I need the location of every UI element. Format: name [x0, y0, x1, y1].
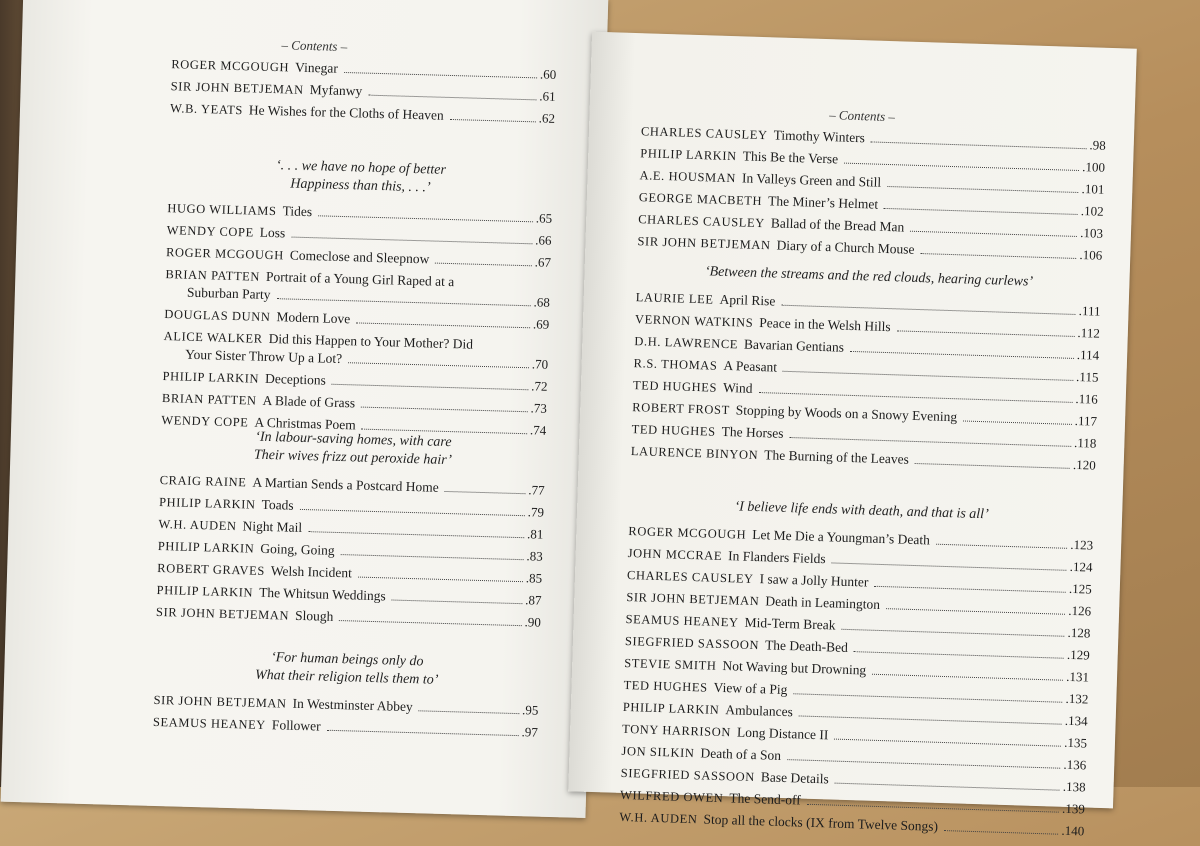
entry-page-number: .85 — [525, 570, 543, 586]
entry-title: Did this Happen to Your Mother? Did — [268, 330, 474, 352]
entry-page-number: .134 — [1064, 712, 1088, 729]
entry-page-number: .131 — [1066, 668, 1090, 685]
contents-entry — [170, 100, 555, 127]
entry-author: SIEGFRIED SASSOON — [620, 765, 756, 785]
section-epigraph: ‘I believe life ends with death, and that is all’ — [734, 499, 989, 523]
entry-author: PHILIP LARKIN — [162, 369, 260, 386]
dot-leader — [332, 384, 528, 390]
section-epigraph: ‘For human beings only do What their religion tells them to’ — [254, 650, 439, 688]
entry-author: W.B. YEATS — [169, 101, 244, 118]
entry-page-number: .126 — [1068, 602, 1092, 619]
entry-page-number: .77 — [528, 482, 545, 498]
entry-title: Night Mail — [242, 518, 303, 535]
entry-author: TONY HARRISON — [621, 721, 732, 740]
entry-page-number: .128 — [1067, 624, 1091, 641]
dot-leader — [392, 600, 522, 605]
entry-page-number: .100 — [1082, 159, 1106, 175]
entry-author: ALICE WALKER — [163, 329, 263, 346]
dot-leader — [841, 629, 1064, 637]
entry-author: WENDY COPE — [166, 223, 254, 240]
entry-title: The Horses — [721, 423, 784, 441]
dot-leader — [787, 759, 1061, 769]
entry-author: BRIAN PATTEN — [165, 267, 261, 284]
entry-title: Stopping by Woods on a Snowy Evening — [735, 402, 958, 425]
entry-title: I saw a Jolly Hunter — [759, 571, 869, 590]
entry-page-number: .67 — [534, 254, 552, 270]
dot-leader — [327, 730, 519, 736]
entry-list — [170, 56, 557, 127]
entry-title: In Flanders Fields — [727, 548, 826, 567]
entry-title: A Christmas Poem — [254, 414, 356, 433]
entry-title: Portrait of a Young Girl Raped at a — [265, 268, 455, 290]
entry-page-number: .103 — [1080, 225, 1104, 241]
dot-leader — [450, 119, 536, 122]
dot-leader — [368, 95, 536, 101]
entry-author: SEAMUS HEANEY — [152, 714, 267, 733]
dot-leader — [844, 163, 1079, 171]
entry-author: SIR JOHN BETJEMAN — [626, 589, 760, 609]
entry-title: In Valleys Green and Still — [741, 170, 882, 190]
entry-author: CRAIG RAINE — [159, 472, 247, 490]
entry-author: SIEGFRIED SASSOON — [624, 633, 760, 653]
entry-title: Wind — [722, 379, 753, 396]
entry-page-number: .132 — [1065, 690, 1089, 707]
entry-author: LAURIE LEE — [635, 290, 714, 307]
entry-author: SEAMUS HEANEY — [625, 611, 739, 630]
dot-leader — [886, 608, 1065, 615]
section-epigraph: ‘In labour-saving homes, with care Their wives frizz out peroxide hair’ — [253, 429, 453, 469]
entry-page-number: .117 — [1074, 412, 1098, 429]
entry-author: SIR JOHN BETJEMAN — [637, 234, 771, 253]
dot-leader — [944, 830, 1058, 835]
entry-author: R.S. THOMAS — [633, 356, 718, 373]
entry-title: In Westminster Abbey — [292, 695, 413, 715]
entry-author: DOUGLAS DUNN — [164, 307, 271, 325]
dot-leader — [339, 620, 521, 626]
entry-title: The Death-Bed — [764, 637, 849, 655]
entry-page-number: .79 — [527, 504, 545, 520]
contents-section — [630, 261, 1101, 480]
entry-page-number: .61 — [539, 88, 556, 104]
entry-author: ROGER MCGOUGH — [165, 245, 285, 263]
entry-page-number: .136 — [1063, 756, 1087, 773]
entry-title: Diary of a Church Mouse — [776, 237, 915, 257]
entry-page-number: .114 — [1076, 347, 1100, 363]
entry-list — [619, 523, 1093, 839]
entry-title: He Wishes for the Cloths of Heaven — [248, 102, 444, 123]
dot-leader — [419, 710, 519, 714]
entry-page-number: .106 — [1079, 247, 1103, 263]
dot-leader — [358, 577, 523, 583]
dot-leader — [348, 362, 529, 368]
entry-author: A.E. HOUSMAN — [639, 168, 737, 186]
entry-title: Long Distance II — [736, 724, 829, 743]
entry-page-number: .111 — [1078, 303, 1101, 319]
entry-page-number: .81 — [526, 526, 544, 542]
entry-author: JOHN MCCRAE — [627, 546, 723, 563]
entry-page-number: .74 — [529, 422, 547, 438]
entry-author: HUGO WILLIAMS — [167, 201, 277, 219]
entry-author: ROGER MCGOUGH — [628, 524, 747, 542]
entry-page-number: .90 — [524, 614, 542, 630]
entry-page-number: .62 — [538, 110, 556, 126]
entry-list — [631, 289, 1101, 474]
dot-leader — [276, 298, 530, 306]
contents-section — [619, 495, 1094, 845]
entry-page-number: .101 — [1081, 181, 1105, 197]
contents-section — [637, 123, 1106, 270]
entry-author: CHARLES CAUSLEY — [637, 212, 766, 231]
dot-leader — [789, 437, 1071, 447]
dot-leader — [887, 186, 1078, 193]
entry-page-number: .135 — [1063, 734, 1088, 751]
entry-author: JON SILKIN — [621, 743, 695, 761]
dot-leader — [834, 739, 1061, 747]
dot-leader — [850, 351, 1074, 359]
entry-author: ROBERT FROST — [632, 400, 731, 418]
dot-leader — [783, 371, 1073, 381]
entry-title: Tides — [282, 203, 313, 220]
entry-title: Welsh Incident — [270, 563, 353, 581]
entry-title: The Burning of the Leaves — [764, 447, 910, 467]
contents-section — [161, 154, 554, 445]
entry-author: CHARLES CAUSLEY — [626, 567, 754, 586]
entry-page-number: .118 — [1073, 434, 1097, 451]
entry-title: The Miner’s Helmet — [767, 193, 879, 212]
dot-leader — [435, 263, 531, 267]
entry-page-number: .116 — [1075, 390, 1099, 407]
entry-page-number: .129 — [1066, 646, 1090, 663]
entry-title: Ballad of the Bread Man — [770, 215, 905, 235]
entry-page-number: .95 — [521, 702, 539, 718]
entry-page-number: .66 — [535, 232, 552, 248]
entry-author: SIR JOHN BETJEMAN — [155, 604, 290, 623]
entry-author: PHILIP LARKIN — [158, 494, 256, 512]
dot-leader — [308, 531, 524, 538]
dot-leader — [799, 715, 1062, 724]
entry-author: TED HUGHES — [632, 378, 718, 395]
dot-leader — [291, 237, 532, 245]
dot-leader — [871, 141, 1087, 149]
entry-page-number: .98 — [1089, 137, 1106, 153]
entry-author: W.H. AUDEN — [158, 516, 237, 534]
entry-title: Myfanwy — [309, 82, 363, 99]
entry-list — [153, 692, 539, 741]
running-head: – Contents – — [281, 37, 348, 55]
entry-author: CHARLES CAUSLEY — [640, 124, 768, 143]
contents-section — [170, 56, 557, 133]
entry-author: STEVIE SMITH — [624, 655, 717, 673]
entry-page-number: .97 — [521, 724, 539, 740]
dot-leader — [874, 586, 1066, 593]
entry-author: PHILIP LARKIN — [156, 582, 254, 600]
entry-page-number: .87 — [525, 592, 542, 608]
entry-author: SIR JOHN BETJEMAN — [170, 79, 304, 97]
dot-leader — [758, 392, 1072, 403]
dot-leader — [318, 215, 533, 222]
entry-title: The Whitsun Weddings — [258, 584, 387, 604]
entry-page-number: .138 — [1062, 778, 1086, 795]
entry-title: Going, Going — [260, 540, 335, 558]
entry-page-number: .140 — [1061, 822, 1085, 839]
entry-title: The Send-off — [729, 790, 802, 808]
dot-leader — [300, 509, 525, 516]
dot-leader — [445, 491, 526, 494]
dot-leader — [854, 651, 1064, 659]
entry-title: Modern Love — [276, 309, 351, 327]
entry-title: Deceptions — [264, 370, 327, 388]
entry-author: LAURENCE BINYON — [630, 444, 759, 463]
entry-title: View of a Pig — [713, 679, 788, 698]
entry-author: PHILIP LARKIN — [157, 538, 255, 556]
dot-leader — [963, 420, 1072, 424]
entry-title: A Peasant — [723, 357, 778, 375]
entry-author: BRIAN PATTEN — [161, 391, 257, 408]
contents-entry — [153, 714, 538, 741]
dot-leader — [872, 674, 1063, 681]
dot-leader — [831, 562, 1066, 570]
entry-page-number: .115 — [1075, 369, 1099, 385]
dot-leader — [793, 693, 1062, 702]
contents-section — [153, 646, 540, 747]
entry-page-number: .123 — [1070, 536, 1094, 553]
dot-leader — [915, 463, 1070, 469]
entry-title: Peace in the Welsh Hills — [759, 315, 891, 335]
dot-leader — [884, 208, 1078, 215]
entry-list — [161, 200, 552, 439]
entry-page-number: .139 — [1061, 800, 1086, 817]
entry-title: Stop all the clocks (IX from Twelve Songs) — [703, 811, 939, 834]
dot-leader — [341, 554, 524, 560]
entry-author: ROGER MCGOUGH — [171, 57, 290, 75]
section-epigraph: ‘. . . we have no hope of better Happiness than this, . . .’ — [275, 158, 447, 196]
dot-leader — [910, 231, 1077, 237]
entry-page-number: .60 — [539, 66, 557, 82]
dot-leader — [781, 305, 1075, 315]
entry-title: Let Me Die a Youngman’s Death — [752, 526, 931, 548]
entry-author: SIR JOHN BETJEMAN — [153, 692, 287, 711]
entry-page-number: .69 — [532, 316, 550, 332]
section-epigraph: ‘Between the streams and the red clouds, hearing curlews’ — [704, 264, 1034, 290]
dot-leader — [896, 330, 1074, 337]
entry-author: PHILIP LARKIN — [640, 146, 738, 164]
entry-author: GEORGE MACBETH — [638, 190, 763, 209]
entry-page-number: .120 — [1072, 456, 1096, 473]
entry-title: A Martian Sends a Postcard Home — [252, 474, 439, 495]
contents-section — [156, 426, 546, 637]
entry-title: Base Details — [760, 769, 829, 787]
running-head: – Contents – — [828, 107, 896, 125]
entry-page-number: .125 — [1068, 580, 1093, 597]
left-page — [1, 0, 609, 818]
entry-page-number: .73 — [530, 400, 548, 416]
entry-title: This Be the Verse — [742, 148, 839, 167]
entry-author: WILFRED OWEN — [619, 787, 724, 806]
right-page — [568, 32, 1137, 839]
entry-title: Timothy Winters — [773, 127, 866, 146]
entry-title: Comeclose and Sleepnow — [289, 247, 430, 267]
contents-entry — [156, 604, 541, 631]
dot-leader — [361, 407, 527, 413]
entry-page-number: .83 — [526, 548, 543, 564]
entry-title: Not Waving but Drowning — [722, 658, 867, 678]
entry-page-number: .72 — [531, 378, 548, 394]
entry-author: PHILIP LARKIN — [622, 699, 720, 717]
entry-title: Loss — [259, 224, 286, 241]
entry-author: VERNON WATKINS — [634, 312, 754, 330]
entry-page-number: .65 — [535, 210, 553, 226]
entry-title: Slough — [294, 607, 334, 624]
entry-list — [637, 123, 1106, 264]
entry-title: Ambulances — [725, 702, 794, 720]
entry-author: D.H. LAWRENCE — [634, 334, 739, 352]
entry-title: Death of a Son — [700, 745, 782, 763]
entry-page-number: .68 — [533, 294, 551, 310]
entry-page-number: .124 — [1069, 558, 1093, 575]
entry-author: WENDY COPE — [161, 413, 249, 430]
entry-list — [156, 472, 545, 631]
entry-title-continuation: Suburban Party — [186, 284, 271, 303]
dot-leader — [920, 253, 1076, 259]
dot-leader — [807, 804, 1059, 813]
entry-title: A Blade of Grass — [262, 392, 356, 411]
entry-title: Mid-Term Break — [744, 614, 836, 633]
dot-leader — [936, 544, 1068, 549]
dot-leader — [344, 72, 537, 78]
entry-author: TED HUGHES — [623, 677, 708, 695]
entry-title: Follower — [271, 717, 321, 734]
entry-author: TED HUGHES — [631, 422, 716, 439]
entry-page-number: .70 — [531, 356, 549, 372]
entry-title: Vinegar — [294, 59, 339, 76]
entry-title: Bavarian Gentians — [743, 336, 845, 355]
entry-page-number: .112 — [1077, 325, 1101, 341]
entry-page-number: .102 — [1080, 203, 1104, 219]
entry-title: Death in Leamington — [765, 593, 881, 612]
entry-author: ROBERT GRAVES — [157, 560, 266, 578]
entry-title: Toads — [261, 496, 294, 513]
dot-leader — [356, 322, 530, 328]
entry-title: April Rise — [719, 291, 776, 309]
entry-title-continuation: Your Sister Throw Up a Lot? — [185, 346, 343, 367]
entry-author: W.H. AUDEN — [619, 809, 698, 827]
